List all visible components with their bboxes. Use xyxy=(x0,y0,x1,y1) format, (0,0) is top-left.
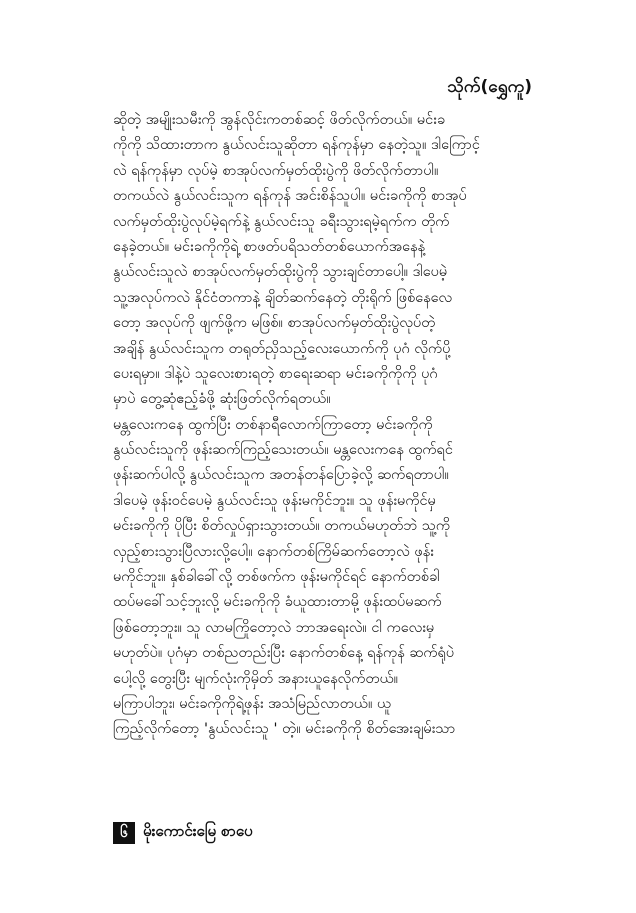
text-line: မကိုင်ဘူး။ နှစ်ခါခေါ်လို့ တစ်ဖက်က ဖုန်းမကိုင်ရင် နောက်တစ်ခါ xyxy=(113,569,440,586)
text-line: ဖုန်းဆက်ပါလို့ နွယ်လင်းသူက အတန်တန်ပြောခဲ့လို့ ဆက်ရတာပါ။ xyxy=(113,467,449,484)
text-line: တကယ်လဲ နွယ်လင်းသူက ရန်ကုန် အင်းစိန်သူပါ။ မင်းခကိုကို စာအုပ် xyxy=(113,188,467,205)
text-line: ဆိုတဲ့ အမျိုးသမီးကို အွန်လိုင်းကတစ်ဆင့် ဖိတ်လိုက်တယ်။ မင်းခ xyxy=(113,112,445,128)
text-line: အချိန် နွယ်လင်းသူက တရုတ်ညှိသည့်လေးယောက်ကို ပုဂံ လိုက်ပို့ xyxy=(113,340,451,357)
text-line: နွယ်လင်းသူကို ဖုန်းဆက်ကြည့်သေးတယ်။ မန္တလေးကနေ ထွက်ရင် xyxy=(113,442,453,459)
publisher-title: မိုးကောင်းမြေ စာပေ xyxy=(143,822,253,840)
text-line: ဒါပေမဲ့ ဖုန်းဝင်ပေမဲ့ နွယ်လင်းသူ ဖုန်းမကိုင်ဘူး။ သူ ဖုန်းမကိုင်မှ xyxy=(113,492,436,509)
text-line: နွယ်လင်းသူလဲ စာအုပ်လက်မှတ်ထိုးပွဲကို သွားချင်တာပေါ့။ ဒါပေမဲ့ xyxy=(113,264,448,281)
running-header: သိုက်(ရွှေကူ) xyxy=(447,77,532,97)
text-line: တော့ အလုပ်ကို ဖျက်ဖို့က မဖြစ်။ စာအုပ်လက်မှတ်ထိုးပွဲလုပ်တဲ့ xyxy=(113,315,436,332)
page-number: ၆ xyxy=(113,822,135,844)
page-footer xyxy=(113,822,253,844)
text-line: လက်မှတ်ထိုးပွဲလုပ်မဲ့ရက်နဲ့ နွယ်လင်းသူ ခရီးသွားရမဲ့ရက်က တိုက် xyxy=(113,213,450,230)
text-line: နေခဲ့တယ်။ မင်းခကိုကိုရဲ့ စာဖတ်ပရိသတ်တစ်ယောက်အနေနဲ့ xyxy=(113,238,426,255)
text-line: သူ့အလုပ်ကလဲ နိုင်ငံတကာနဲ့ ချိတ်ဆက်နေတဲ့ တိုးရိုက် ဖြစ်နေလေ xyxy=(113,289,453,306)
text-line: ကြည့်လိုက်တော့ 'နွယ်လင်းသူ ' တဲ့။ မင်းခကိုကို စိတ်အေးချမ်းသာ xyxy=(113,721,456,738)
text-line: ပေးရမှာ။ ဒါနဲ့ပဲ သူလေးစားရတဲ့ စာရေးဆရာ မင်းခကိုကိုကို ပုဂံ xyxy=(113,365,438,382)
text-line: မှာပဲ တွေ့ဆုံဧည့်ခံဖို့ ဆုံးဖြတ်လိုက်ရတယ်။ xyxy=(113,391,331,408)
text-line: မင်းခကိုကို ပိုပြီး စိတ်လှုပ်ရှားသွားတယ်။ တကယ်မဟုတ်ဘဲ သူ့ကို xyxy=(113,518,451,535)
text-line: မဟုတ်ပဲ။ ပုဂံမှာ တစ်ညတည်းပြီး နောက်တစ်နေ့ ရန်ကုန် ဆက်ရုံပဲ xyxy=(113,645,455,662)
text-line: မန္တလေးကနေ ထွက်ပြီး တစ်နာရီလောက်ကြာတော့ မင်းခကိုကို xyxy=(113,416,433,433)
page-body xyxy=(113,108,529,743)
text-line: လဲ ရန်ကုန်မှာ လုပ်မဲ့ စာအုပ်လက်မှတ်ထိုးပွဲကို ဖိတ်လိုက်တာပါ။ xyxy=(113,162,439,179)
text-line: ကိုကို သိထားတာက နွယ်လင်းသူဆိုတာ ရန်ကုန်မှာ နေတဲ့သူ။ ဒါကြောင့် xyxy=(113,137,480,154)
text-line: ဖြစ်တော့ဘူး။ သူ လာမကြိုတော့လဲ ဘာအရေးလဲ။ ငါ ကလေးမှ xyxy=(113,619,435,636)
text-line: လှည့်စားသွားပြီလားလို့ပေါ့။ နောက်တစ်ကြိမ်ဆက်တော့လဲ ဖုန်း xyxy=(113,543,434,560)
text-line: မကြာပါဘူး၊ မင်းခကိုကိုရဲ့ဖုန်း အသံမြည်လာတယ်။ ယူ xyxy=(113,695,392,712)
text-line: ထပ်မခေါ်သင့်ဘူးလို့ မင်းခကိုကို ခံယူထားတာမို့ ဖုန်းထပ်မဆက် xyxy=(113,594,442,611)
text-line: ပေါ့လို့ တွေးပြီး မျက်လုံးကိုမှိတ် အနားယူနေလိုက်တယ်။ xyxy=(113,670,399,687)
